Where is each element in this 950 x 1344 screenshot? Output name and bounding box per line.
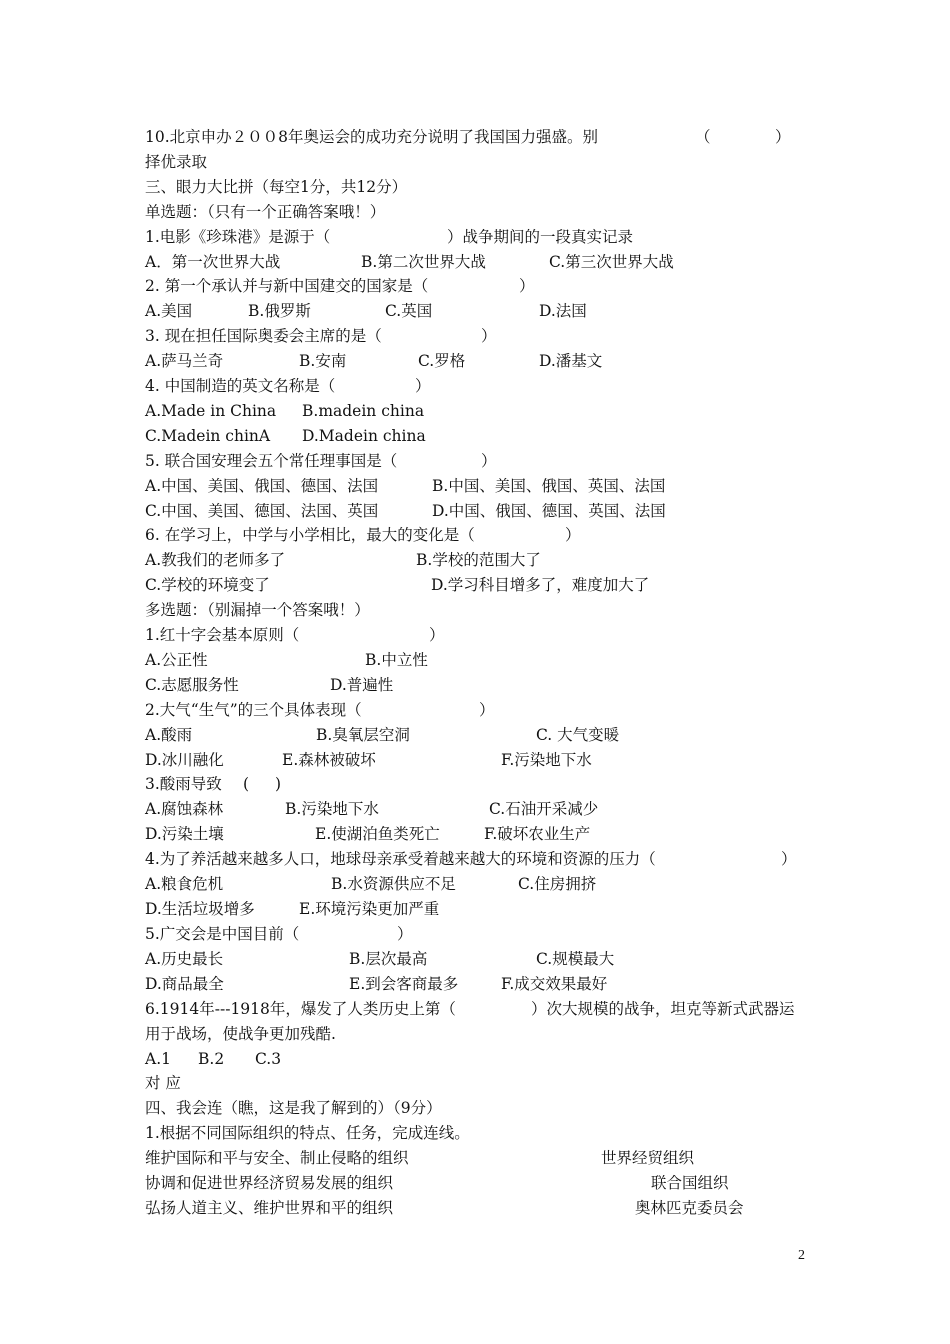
text-segment: F.破坏农业生产 xyxy=(484,825,591,843)
text-segment: D.生活垃圾增多 xyxy=(145,900,255,918)
text-segment: 3.酸雨导致 xyxy=(145,775,222,793)
text-segment: ） xyxy=(775,128,791,146)
text-segment: C.中国、美国、德国、法国、英国 xyxy=(145,502,379,520)
text-segment: B.俄罗斯 xyxy=(248,302,311,320)
text-segment: ） xyxy=(397,925,413,943)
text-segment: 4.为了养活越来越多人口，地球母亲承受着越来越大的环境和资源的压力（ xyxy=(145,850,656,868)
text-segment: A.美国 xyxy=(145,302,193,320)
text-segment: F.成交效果最好 xyxy=(501,975,608,993)
text-segment: 4. 中国制造的英文名称是（ xyxy=(145,377,336,395)
text-segment: ） xyxy=(565,526,581,544)
text-segment: C.Madein chinA xyxy=(145,427,271,445)
text-segment: C.石油开采减少 xyxy=(489,800,599,818)
text-segment: C. 大气变暖 xyxy=(536,726,620,744)
text-segment: B.安南 xyxy=(299,352,347,370)
text-segment: 三、眼力大比拼（每空1分，共12分） xyxy=(145,178,408,196)
text-segment: A.萨马兰奇 xyxy=(145,352,224,370)
text-segment: D.Madein china xyxy=(302,427,426,445)
text-segment: ） xyxy=(429,626,445,644)
text-segment: ( xyxy=(243,775,250,793)
text-segment: 6. 在学习上，中学与小学相比，最大的变化是（ xyxy=(145,526,475,544)
text-segment: 5.广交会是中国目前（ xyxy=(145,925,300,943)
text-segment: B.中国、美国、俄国、英国、法国 xyxy=(432,477,666,495)
text-segment: E.环境污染更加严重 xyxy=(299,900,440,918)
text-segment: D.冰川融化 xyxy=(145,751,224,769)
text-segment: ) xyxy=(275,775,282,793)
text-segment: A.1 xyxy=(145,1050,171,1068)
text-segment: 多选题：（别漏掉一个答案哦！） xyxy=(145,601,370,619)
text-segment: 协调和促进世界经济贸易发展的组织 xyxy=(145,1174,394,1192)
text-segment: A.中国、美国、俄国、德国、法国 xyxy=(145,477,379,495)
text-segment: A.教我们的老师多了 xyxy=(145,551,286,569)
text-segment: D.学习科目增多了，难度加大了 xyxy=(431,576,650,594)
text-segment: 2.大气“生气”的三个具体表现（ xyxy=(145,701,362,719)
text-segment: B.水资源供应不足 xyxy=(331,875,456,893)
text-segment: C.住房拥挤 xyxy=(518,875,597,893)
text-segment: 四、我会连（瞧，这是我了解到的）（9分） xyxy=(145,1099,442,1117)
text-segment: 1.电影《珍珠港》是源于（ xyxy=(145,228,331,246)
text-segment: （ xyxy=(695,128,711,146)
text-segment: C.规模最大 xyxy=(536,950,615,968)
text-segment: F.污染地下水 xyxy=(501,751,592,769)
text-segment: B.学校的范围大了 xyxy=(416,551,541,569)
text-segment: 3. 现在担任国际奥委会主席的是（ xyxy=(145,327,382,345)
text-segment: 6.1914年---1918年，爆发了人类历史上第（ xyxy=(145,1000,456,1018)
text-segment: D.法国 xyxy=(539,302,587,320)
text-segment: 奥林匹克委员会 xyxy=(635,1199,744,1217)
text-segment: A.历史最长 xyxy=(145,950,224,968)
text-segment: B.层次最高 xyxy=(349,950,428,968)
text-segment: 1.红十字会基本原则（ xyxy=(145,626,300,644)
text-segment: C.第三次世界大战 xyxy=(549,253,674,271)
text-segment: D.潘基文 xyxy=(539,352,603,370)
text-segment: B.第二次世界大战 xyxy=(361,253,486,271)
text-segment: C.志愿服务性 xyxy=(145,676,239,694)
text-segment: A.腐蚀森林 xyxy=(145,800,224,818)
text-segment: B.2 xyxy=(198,1050,225,1068)
text-segment: ） xyxy=(481,452,497,470)
text-segment: C.英国 xyxy=(385,302,433,320)
text-segment: 单选题：（只有一个正确答案哦！） xyxy=(145,203,386,221)
text-segment: A.粮食危机 xyxy=(145,875,224,893)
text-segment: D.商品最全 xyxy=(145,975,224,993)
text-segment: 弘扬人道主义、维护世界和平的组织 xyxy=(145,1199,394,1217)
text-segment: ） xyxy=(481,327,497,345)
text-segment: ）次大规模的战争，坦克等新式武器运 xyxy=(531,1000,795,1018)
text-segment: E.森林被破坏 xyxy=(282,751,376,769)
text-segment: C.罗格 xyxy=(418,352,466,370)
text-segment: ） xyxy=(415,377,431,395)
text-segment: A.Made in China xyxy=(145,402,277,420)
text-segment: D.中国、俄国、德国、英国、法国 xyxy=(432,502,666,520)
text-segment: D.污染土壤 xyxy=(145,825,224,843)
text-segment: B.madein china xyxy=(302,402,425,420)
text-segment: B.中立性 xyxy=(365,651,428,669)
text-segment: E.使湖泊鱼类死亡 xyxy=(315,825,440,843)
text-segment: C.学校的环境变了 xyxy=(145,576,270,594)
text-segment: D.普遍性 xyxy=(330,676,394,694)
text-segment: 10.北京申办２００8年奥运会的成功充分说明了我国国力强盛。别 xyxy=(145,128,599,146)
text-segment: 择优录取 xyxy=(145,153,208,171)
text-segment: 2. 第一个承认并与新中国建交的国家是（ xyxy=(145,277,429,295)
text-segment: ） xyxy=(479,701,495,719)
text-segment: 对 应 xyxy=(145,1074,181,1092)
text-segment: B.污染地下水 xyxy=(285,800,379,818)
text-segment: 世界经贸组织 xyxy=(601,1149,695,1167)
text-segment: 5. 联合国安理会五个常任理事国是（ xyxy=(145,452,398,470)
text-segment: 联合国组织 xyxy=(651,1174,729,1192)
text-segment: E.到会客商最多 xyxy=(349,975,459,993)
text-segment: C.3 xyxy=(255,1050,282,1068)
text-segment: ） xyxy=(781,850,797,868)
text-segment: 用于战场，使战争更加残酷. xyxy=(145,1025,336,1043)
page-number: 2 xyxy=(798,1248,805,1263)
text-segment: ） xyxy=(519,277,535,295)
text-segment: ）战争期间的一段真实记录 xyxy=(447,228,634,246)
text-segment: A.公正性 xyxy=(145,651,208,669)
text-segment: B.臭氧层空洞 xyxy=(316,726,410,744)
text-segment: 1.根据不同国际组织的特点、任务，完成连线。 xyxy=(145,1124,470,1142)
text-segment: A．第一次世界大战 xyxy=(145,253,281,271)
text-segment: 维护国际和平与安全、制止侵略的组织 xyxy=(145,1149,409,1167)
text-segment: A.酸雨 xyxy=(145,726,193,744)
